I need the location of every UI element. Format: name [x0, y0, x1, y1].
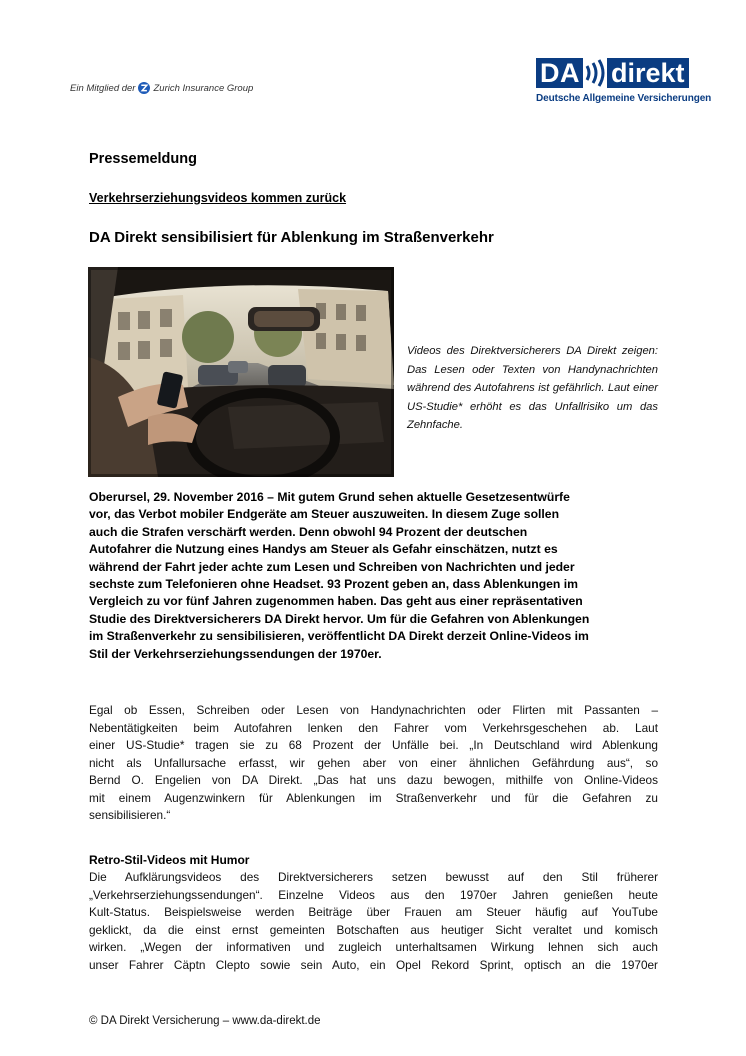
document-label: Pressemeldung: [89, 151, 197, 167]
lead-line: Autofahrer die Nutzung eines Handys am Steuer als Gefahr einschätzen, nutzt es: [89, 542, 558, 557]
member-of-zurich: [70, 82, 253, 94]
body-line: Kult-Status. Beispielsweise werden Beiträge über Frauen am Steuer häufig auf YouTube: [89, 905, 658, 919]
body-line: Die Aufklärungsvideos des Direktversicherers setzen bewusst auf den Stil früherer: [89, 870, 658, 884]
body-line: Bernd O. Engelien von DA Direkt. „Das hat uns dazu bewogen, mithilfe von Online-Videos: [89, 773, 658, 787]
body-line: Egal ob Essen, Schreiben oder Lesen von Handynachrichten oder Flirten mit Passanten –: [89, 703, 658, 717]
headline: DA Direkt sensibilisiert für Ablenkung im Straßenverkehr: [89, 229, 494, 246]
body-paragraph-2: [89, 869, 658, 974]
zurich-logo-icon: [138, 82, 150, 94]
lead-line: Vergleich zu vor fünf Jahren zugenommen haben. Das geht aus einer repräsentativen: [89, 594, 583, 609]
lead-line: sechste zum Telefonieren ohne Headset. 93 Prozent geben an, dass Ablenkungen im: [89, 577, 578, 592]
photo-caption: Videos des Direktversicherers DA Direkt zeigen: Das Lesen oder Texten von Handynachrichten während des Autofahrens ist gefährlich. Laut einer US-Studie* erhöht es das Unfallrisiko um das Zehnfache.: [407, 345, 658, 431]
body-paragraph-1: [89, 702, 658, 825]
lead-line: Studie des Direktversicherers DA Direkt hervor. Um für die Gefahren von Ablenkungen: [89, 611, 590, 626]
body-line: nicht als Unfallursache erfasst, wir gehen aber von einer ähnlichen Gefährdung aus“, so: [89, 755, 658, 770]
body-line: „Verkehrserziehungssendungen“. Einzelne Videos aus den 1970er Jahren genießen heute: [89, 887, 658, 902]
body-line: unser Fahrer Cäptn Clepto sowie sein Auto, ein Opel Rekord Sprint, optisch an die 1970er: [89, 957, 658, 972]
footer-copyright: © DA Direkt Versicherung – www.da-direkt.de: [89, 1015, 321, 1027]
da-direkt-logo: [536, 55, 726, 115]
logo-direkt: direkt: [607, 58, 689, 88]
member-suffix: Zurich Insurance Group: [153, 82, 254, 94]
logo-subtitle: Deutsche Allgemeine Versicherungen: [536, 93, 712, 104]
body-line: mit einem Augenzwinkern für Ablenkungen im Straßenverkehr und für die Gefahren zu: [89, 790, 658, 805]
lead-line: Stil der Verkehrserziehungssendungen der 1970er.: [89, 646, 382, 661]
sound-waves-icon: [584, 58, 606, 88]
lead-line: vor, das Verbot mobiler Endgeräte am Steuer auszuweiten. In diesem Zuge sollen: [89, 507, 560, 522]
body-line: wirken. „Wegen der informativen und zugleich unterhaltsamen Wirkung lehnen sich auch: [89, 940, 658, 954]
body-line: geklickt, da die einst ernst gemeinten Botschaften aus heutiger Sicht veraltet und komisch: [89, 922, 658, 937]
body-line: Nebentätigkeiten beim Autofahren lenken den Fahrer vom Verkehrsgeschehen ab. Laut: [89, 720, 658, 735]
lead-line: während der Fahrt jeder achte zum Lesen und Schreiben von Nachrichten und jeder: [89, 559, 575, 574]
subheadline: Verkehrserziehungsvideos kommen zurück: [89, 191, 347, 205]
lead-line: im Straßenverkehr zu sensibilisieren, veröffentlicht DA Direkt derzeit Online-Videos im: [89, 629, 589, 644]
body-line: sensibilisieren.“: [89, 808, 171, 822]
lead-line: Oberursel, 29. November 2016 – Mit gutem Grund sehen aktuelle Gesetzesentwürfe: [89, 490, 570, 504]
lead-paragraph: [89, 489, 667, 663]
logo-da: DA: [536, 58, 583, 88]
driver-texting-image: [88, 267, 394, 477]
lead-line: auch die Strafen verschärft werden. Denn obwohl 94 Prozent der deutschen: [89, 524, 528, 539]
section-title: Retro-Stil-Videos mit Humor: [89, 853, 250, 867]
body-line: einer US-Studie* tragen sie zu 68 Prozent der Unfälle bei. „In Deutschland wird Ablenkung: [89, 738, 658, 752]
press-photo: [88, 267, 394, 477]
member-prefix: Ein Mitglied der: [70, 82, 136, 94]
